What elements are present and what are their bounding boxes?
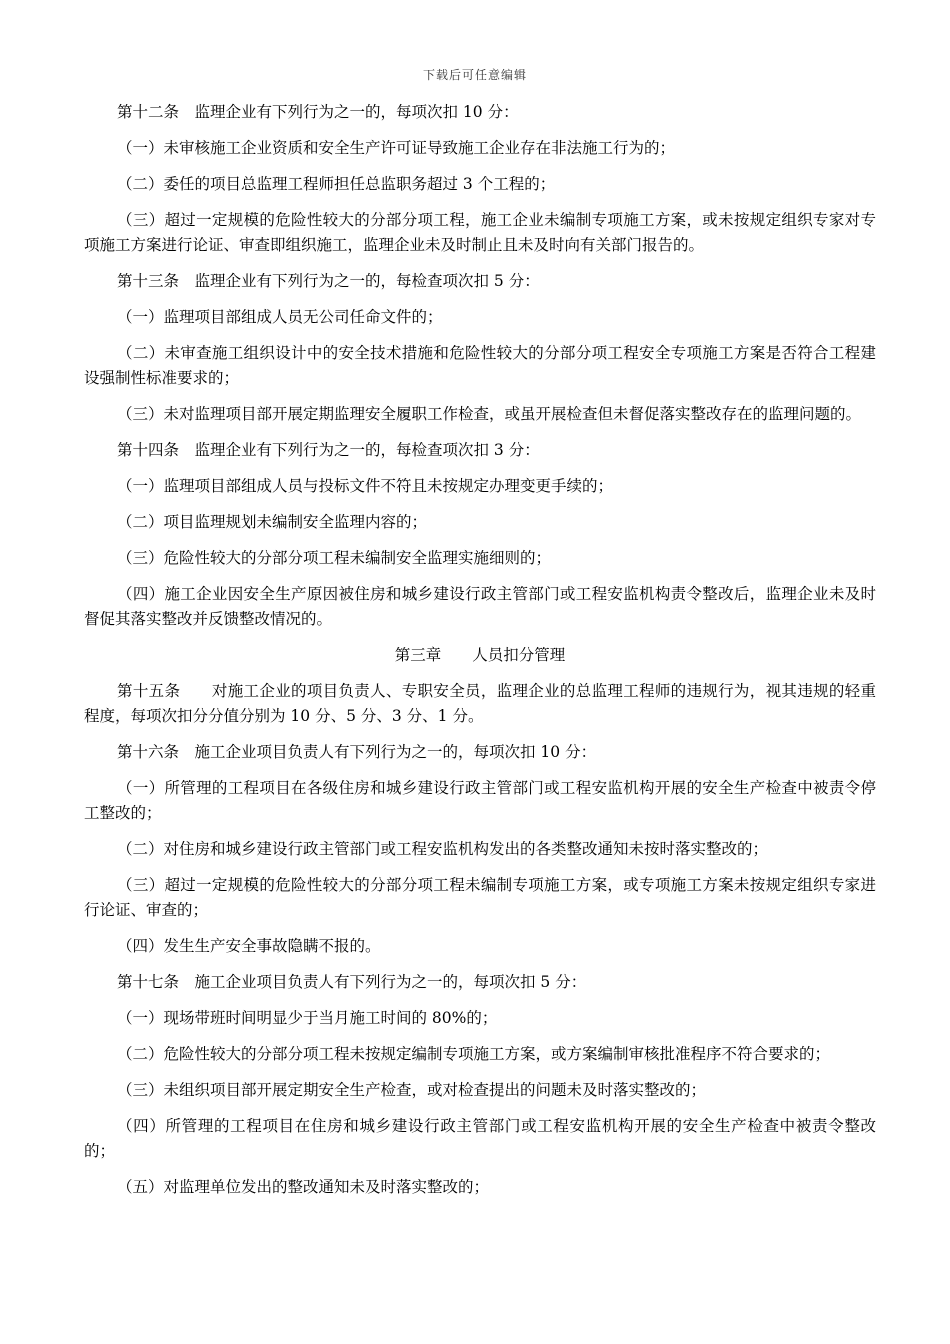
article-13-item-1: （一）监理项目部组成人员无公司任命文件的； (117, 308, 443, 326)
article-17-item-2: （二）危险性较大的分部分项工程未按规定编制专项施工方案，或方案编制审核批准程序不符合要求的； (117, 1045, 831, 1063)
article-13: 第十三条 监理企业有下列行为之一的，每检查项次扣 5 分： (117, 272, 540, 290)
article-14-item-1: （一）监理项目部组成人员与投标文件不符且未按规定办理变更手续的； (117, 477, 614, 495)
article-17-item-5: （五）对监理单位发出的整改通知未及时落实整改的； (117, 1178, 490, 1196)
page-header-note: 下载后可任意编辑 (422, 68, 527, 82)
article-14-item-2: （二）项目监理规划未编制安全监理内容的； (117, 513, 428, 531)
article-16-item-3: （三）超过一定规模的危险性较大的分部分项工程未编制专项施工方案，或专项施工方案未按规定组织专家进行论证、审查的； (84, 876, 876, 919)
article-14: 第十四条 监理企业有下列行为之一的，每检查项次扣 3 分： (117, 441, 540, 459)
article-17-item-1: （一）现场带班时间明显少于当月施工时间的 80%的； (117, 1009, 498, 1027)
article-13-item-3: （三）未对监理项目部开展定期监理安全履职工作检查，或虽开展检查但未督促落实整改存在的监理问题的。 (117, 405, 862, 423)
article-16-item-4: （四）发生生产安全事故隐瞒不报的。 (117, 937, 381, 955)
article-12: 第十二条 监理企业有下列行为之一的，每项次扣 10 分： (117, 103, 519, 121)
article-12-item-1: （一）未审核施工企业资质和安全生产许可证导致施工企业存在非法施工行为的； (117, 139, 676, 157)
article-16-item-1: （一）所管理的工程项目在各级住房和城乡建设行政主管部门或工程安监机构开展的安全生产检查中被责令停工整改的； (84, 779, 876, 822)
article-15: 第十五条 对施工企业的项目负责人、专职安全员，监理企业的总监理工程师的违规行为，视其违规的轻重程度，每项次扣分分值分别为 10 分、5 分、3 分、1 分。 (84, 682, 876, 725)
article-16-item-2: （二）对住房和城乡建设行政主管部门或工程安监机构发出的各类整改通知未按时落实整改的； (117, 840, 769, 858)
article-14-item-3: （三）危险性较大的分部分项工程未编制安全监理实施细则的； (117, 549, 552, 567)
article-14-item-4: （四）施工企业因安全生产原因被住房和城乡建设行政主管部门或工程安监机构责令整改后，监理企业未及时督促其落实整改并反馈整改情况的。 (84, 585, 876, 628)
article-16: 第十六条 施工企业项目负责人有下列行为之一的，每项次扣 10 分： (117, 743, 597, 761)
article-17-item-4: （四）所管理的工程项目在住房和城乡建设行政主管部门或工程安监机构开展的安全生产检查中被责令整改的； (84, 1117, 876, 1160)
document-body (84, 100, 876, 1211)
article-17: 第十七条 施工企业项目负责人有下列行为之一的，每项次扣 5 分： (117, 973, 587, 991)
article-13-item-2: （二）未审查施工组织设计中的安全技术措施和危险性较大的分部分项工程安全专项施工方案是否符合工程建设强制性标准要求的； (84, 344, 876, 387)
article-12-item-2: （二）委任的项目总监理工程师担任总监职务超过 3 个工程的； (117, 175, 556, 193)
article-12-item-3: （三）超过一定规模的危险性较大的分部分项工程，施工企业未编制专项施工方案，或未按规定组织专家对专项施工方案进行论证、审查即组织施工，监理企业未及时制止且未及时向有关部门报告的。 (84, 211, 876, 254)
article-17-item-3: （三）未组织项目部开展定期安全生产检查，或对检查提出的问题未及时落实整改的； (117, 1081, 707, 1099)
chapter-3-heading: 第三章 人员扣分管理 (394, 646, 566, 664)
